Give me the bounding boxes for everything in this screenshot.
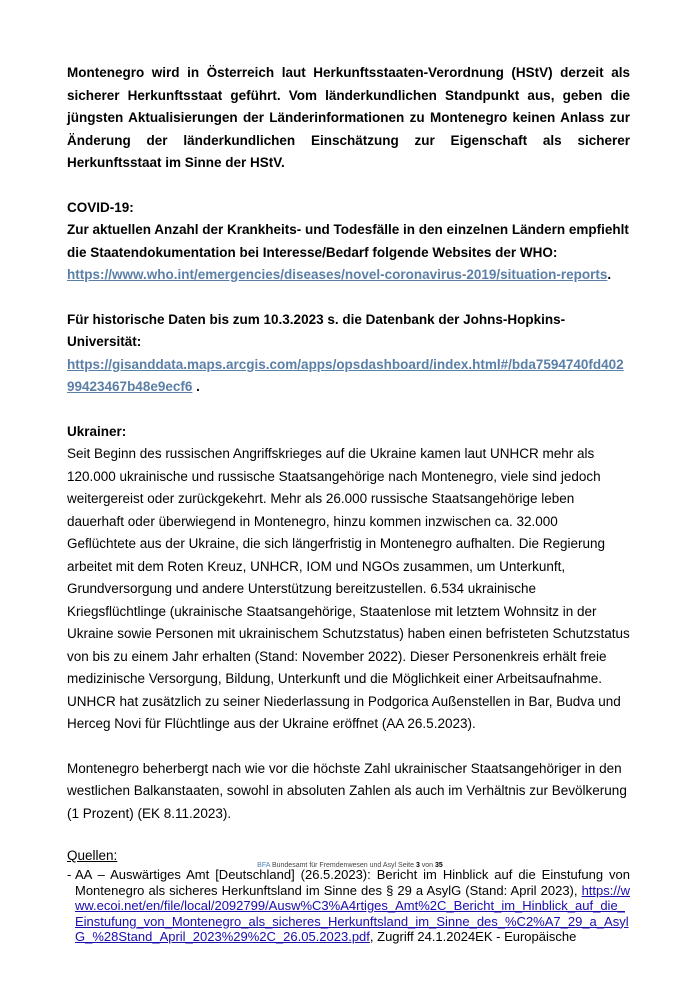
- jhu-link[interactable]: https://gisanddata.maps.arcgis.com/apps/opsdashboard/index.html#/bda7594740fd40299423467b48e9ecf6: [67, 356, 624, 394]
- source-link[interactable]: https://www.ecoi.net/en/file/local/2092799/Ausw%C3%A4rtiges_Amt%2C_Bericht_im_Hinblick_auf_die_Einstufung_von_Montenegro_als_sicheres_Herkunftsland_im_Sinne_des_%C2%A7_29_a_AsylG_%28Stand_April_2023%29%2C_26.05.2023.pdf: [75, 882, 630, 944]
- ukraine-paragraph-1: Seit Beginn des russischen Angriffskrieges auf die Ukraine kamen laut UNHCR mehr als 120.000 ukrainische und russische Staatsangehörige nach Montenegro, viele sind jedoch weitergereist oder zurückgekehrt. Mehr als 26.000 russische Staatsangehörige leben dauerhaft oder überwiegend in Montenegro, hinzu kommen inzwischen ca. 32.000 Geflüchtete aus der Ukraine, die sich längerfristig in Montenegro aufhalten. Die Regierung arbeitet mit dem Roten Kreuz, UNHCR, IOM und NGOs zusammen, um Unterkunft, Grundversorgung und andere Unterstützung bereitzustellen. 6.534 ukrainische Kriegsflüchtlinge (ukrainische Staatsangehörige, Staatenlose mit letztem Wohnsitz in der Ukraine sowie Personen mit ukrainischem Schutzstatus) haben einen befristeten Schutzstatus von bis zu einem Jahr erhalten (Stand: November 2022). Dieser Personenkreis erhält freie medizinische Versorgung, Bildung, Unterkunft und die Möglichkeit einer Arbeitsaufnahme. UNHCR hat zusätzlich zu seiner Niederlassung in Podgorica Außenstellen in Bar, Budva und Herceg Novi für Flüchtlinge aus der Ukraine eröffnet (AA 26.5.2023).: [67, 446, 630, 731]
- jhu-text: Für historische Daten bis zum 10.3.2023 s. die Datenbank der Johns-Hopkins-Universität:: [67, 311, 566, 349]
- source-dash: -: [67, 867, 72, 882]
- document-page: [67, 62, 630, 945]
- footer-text: Bundesamt für Fremdenwesen und Asyl Seite: [270, 862, 416, 869]
- source-tail: , Zugriff 24.1.2024EK - Europäische: [369, 929, 577, 944]
- jhu-link-line: [67, 354, 630, 399]
- sources-heading: Quellen:: [67, 848, 118, 863]
- ukraine-paragraph-2: Montenegro beherbergt nach wie vor die höchste Zahl ukrainischer Staatsangehöriger in den westlichen Balkanstaaten, sowohl in absoluten Zahlen als auch im Verhältnis zur Bevölkerung (1 Prozent) (EK 8.11.2023).: [67, 760, 627, 821]
- source-item: [67, 867, 630, 945]
- source-text: AA – Auswärtiges Amt [Deutschland] (26.5.2023): Bericht im Hinblick auf die Einstufung von Montenegro als sicheres Herkunftsland im Sinne des § 29 a AsylG (Stand: April 2023),: [75, 867, 630, 898]
- who-link[interactable]: https://www.who.int/emergencies/diseases/novel-coronavirus-2019/situation-reports: [67, 267, 608, 282]
- intro-paragraph: Montenegro wird in Österreich laut Herkunftsstaaten-Verordnung (HStV) derzeit als sicherer Herkunftsstaat geführt. Vom länderkundlichen Standpunkt aus, geben die jüngsten Aktualisierungen der Länderinformationen zu Montenegro keinen Anlass zur Änderung der länderkundlichen Einschätzung zur Eigenschaft als sicherer Herkunftsstaat im Sinne der HStV.: [67, 65, 630, 170]
- footer-page-total: 35: [435, 862, 443, 869]
- footer-page-number: 3: [415, 862, 420, 869]
- covid-heading: COVID-19:: [67, 199, 134, 215]
- footer-brand: BFA: [257, 862, 271, 869]
- page-footer: [0, 862, 700, 869]
- covid-text: Zur aktuellen Anzahl der Krankheits- und Todesfälle in den einzelnen Ländern empfiehlt die Staatendokumentation bei Interesse/Bedarf folgende Websites der WHO:: [67, 222, 629, 260]
- footer-of: von: [419, 862, 436, 869]
- jhu-link-end: .: [192, 379, 200, 394]
- ukraine-heading: Ukrainer:: [67, 423, 127, 439]
- who-link-end: .: [607, 267, 612, 282]
- who-link-line: [67, 264, 630, 287]
